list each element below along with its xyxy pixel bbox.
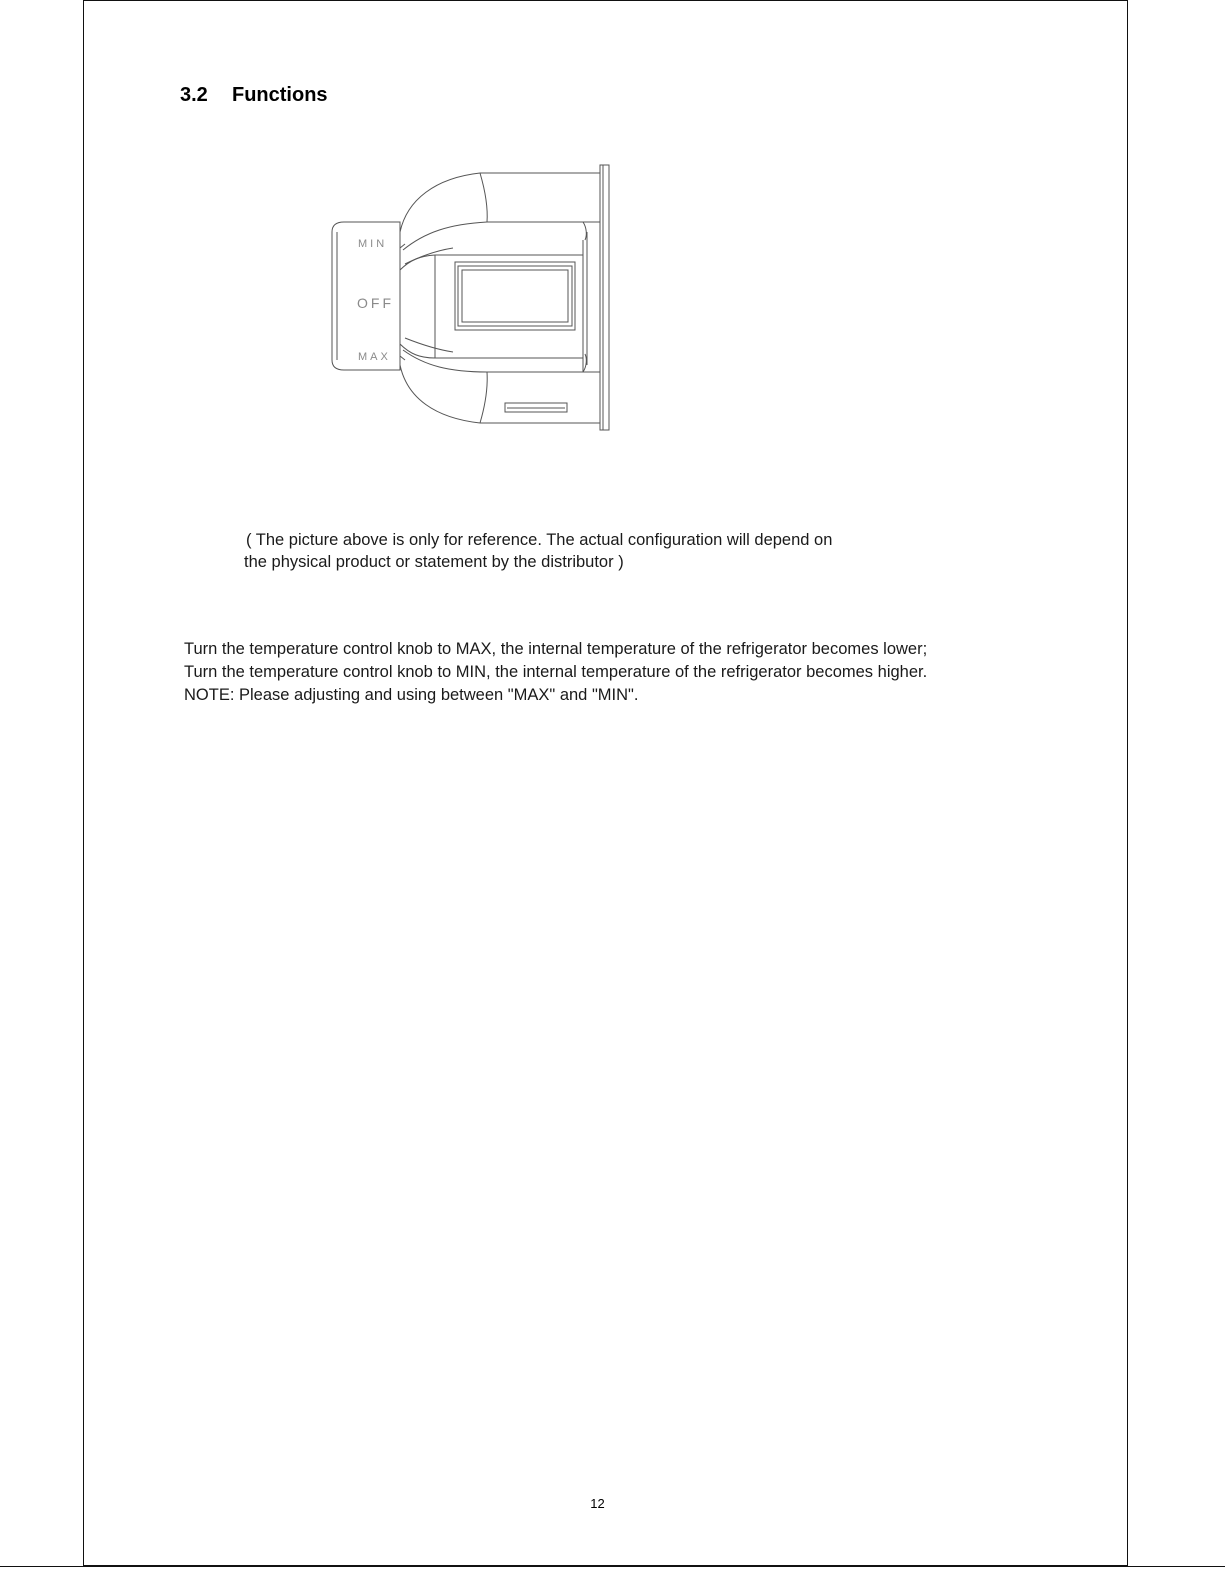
thermostat-knob-diagram <box>325 160 625 440</box>
section-heading <box>180 84 328 107</box>
figure-caption <box>244 529 832 573</box>
mounting-plate <box>600 165 609 430</box>
off-label: OFF <box>357 295 394 311</box>
caption-line-2: the physical product or statement by the distributor ) <box>244 553 624 571</box>
caption-line-1: ( The picture above is only for reference. The actual configuration will depend on <box>246 531 833 549</box>
bottom-rule <box>0 1566 1225 1567</box>
instruction-line-1: Turn the temperature control knob to MAX, the internal temperature of the refrigerator becomes lower; <box>184 640 928 658</box>
page-number: 12 <box>590 1496 605 1511</box>
max-label: MAX <box>358 351 391 363</box>
instruction-line-2: Turn the temperature control knob to MIN, the internal temperature of the refrigerator becomes higher. <box>184 663 928 681</box>
instruction-note: NOTE: Please adjusting and using between "MAX" and "MIN". <box>184 686 639 704</box>
section-number: 3.2 <box>180 84 208 106</box>
instructions <box>184 638 927 707</box>
min-label: MIN <box>358 238 388 250</box>
section-title: Functions <box>232 84 328 106</box>
